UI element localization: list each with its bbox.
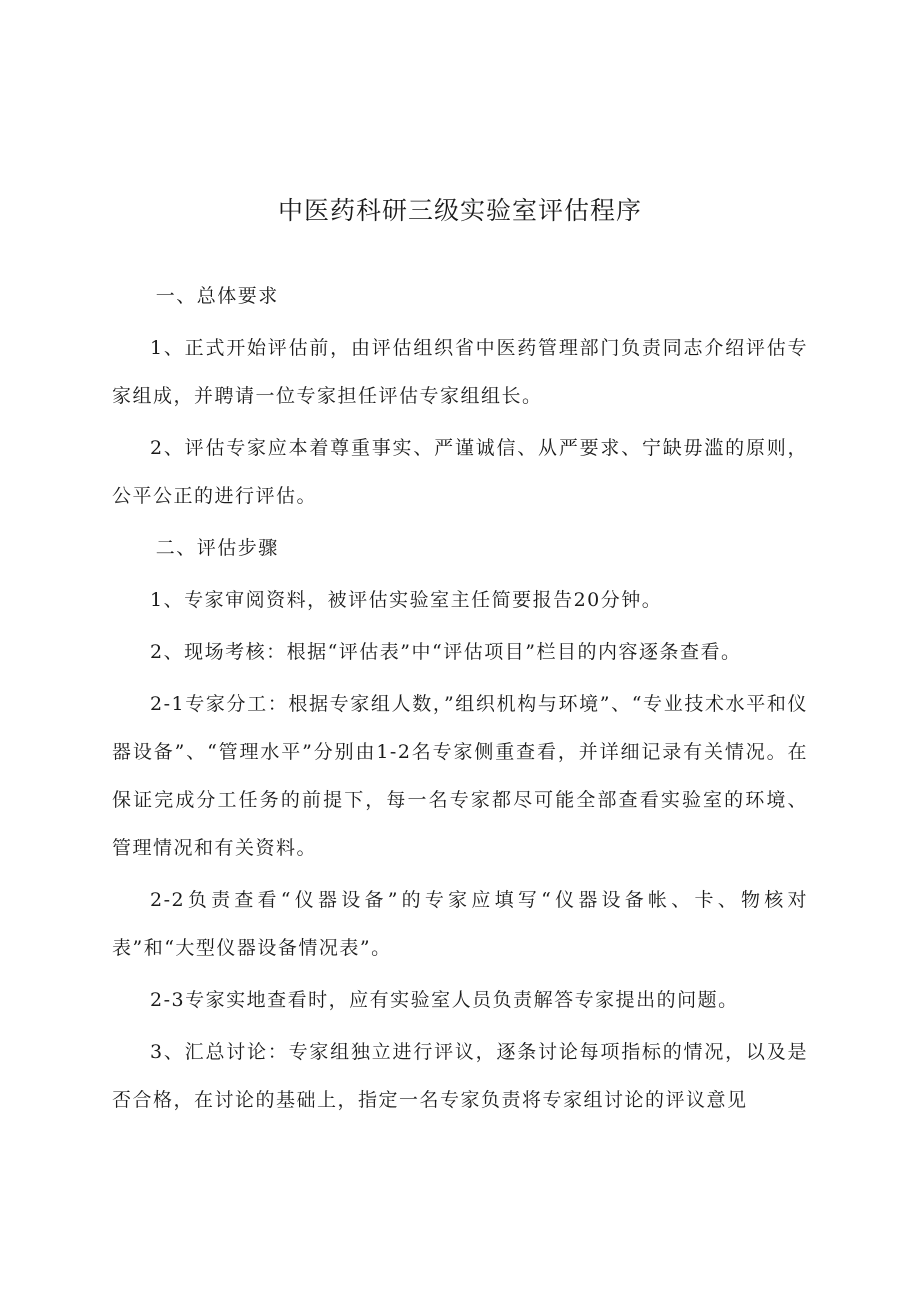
section-heading-general-requirements: 一、总体要求 (155, 285, 279, 307)
paragraph-step-1: 1、专家审阅资料，被评估实验室主任简要报告20分钟。 (150, 589, 663, 611)
paragraph-step-2-2: 2-2负责查看“仪器设备”的专家应填写“仪器设备帐、卡、物核对表”和“大型仪器设备情况表”。 (112, 889, 808, 959)
paragraph-step-3: 3、汇总讨论：专家组独立进行评议，逐条讨论每项指标的情况，以及是否合格，在讨论的基础上，指定一名专家负责将专家组讨论的评议意见 (112, 1041, 808, 1111)
paragraph-item-1-1: 1、正式开始评估前，由评估组织省中医药管理部门负责同志介绍评估专家组成，并聘请一位专家担任评估专家组组长。 (112, 337, 808, 407)
document-body (112, 272, 808, 1124)
paragraph-step-2: 2、现场考核：根据“评估表”中“评估项目”栏目的内容逐条查看。 (150, 641, 742, 663)
document-title: 中医药科研三级实验室评估程序 (277, 196, 642, 225)
paragraph-step-2-1: 2-1专家分工：根据专家组人数，”组织机构与环境”、“专业技术水平和仪器设备”、“管理水平”分别由1-2名专家侧重查看，并详细记录有关情况。在保证完成分工任务的前提下，每一名专家都尽可能全部查看实验室的环境、管理情况和有关资料。 (112, 693, 808, 859)
paragraph-item-1-2: 2、评估专家应本着尊重事实、严谨诚信、从严要求、宁缺毋滥的原则，公平公正的进行评估。 (112, 437, 808, 507)
section-heading-evaluation-steps: 二、评估步骤 (155, 537, 279, 559)
paragraph-step-2-3: 2-3专家实地查看时，应有实验室人员负责解答专家提出的问题。 (150, 989, 739, 1011)
